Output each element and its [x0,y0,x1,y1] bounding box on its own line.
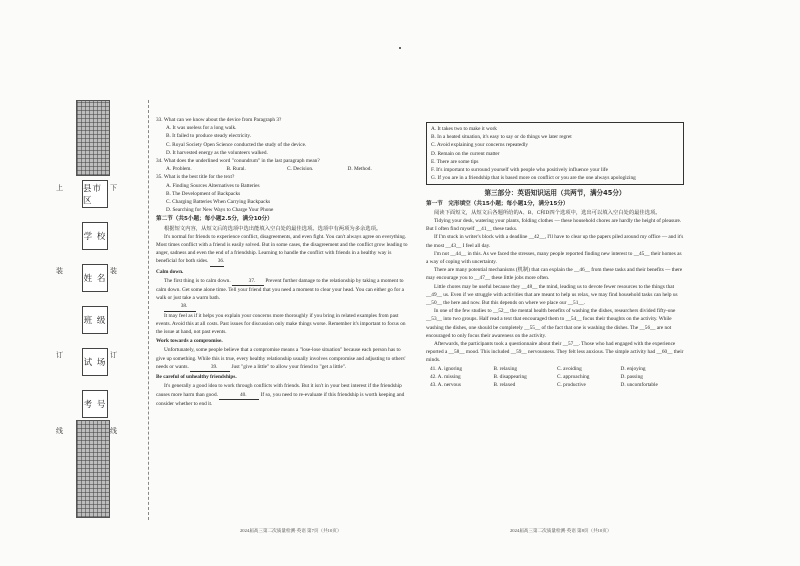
choice: B. relaxed [493,382,516,389]
option: F. It's important to surround yourself with people who positively influence your life [431,167,608,174]
option: A. It takes two to make it work [431,126,497,132]
option: A. Problem. [166,166,192,173]
subheading: Calm down. [156,268,184,275]
side-mark-staple-right: 订 [110,351,117,359]
side-mark-bind-right: 装 [110,267,117,275]
choice: C. productive [557,382,586,389]
paragraph-text: Unfortunately, some people believe that a compromise means a "lose-lose situation" because each person has to give up something. While this is true, every healthy relationship usually involves compromise and adjusting to others' needs or wants. [156,347,406,370]
option: C. Charging Batteries When Carrying Backpacks [166,199,271,206]
choice: 43. A. nervous [430,382,461,389]
option: D. Method. [347,166,372,173]
side-mark-staple-left: 订 [56,351,63,359]
subheading: Work towards a compromise. [156,338,223,345]
answer-blank: 40. [219,391,259,400]
choice: 42. A. missing [430,373,461,380]
passage-paragraph [156,277,408,303]
paragraph-text: It's generally a good idea to work through conflicts with friends. But it isn't in your best interest if the friendship causes more harm than good. [156,383,402,398]
question-35: 35. What is the best title for the text? [156,174,235,181]
choice: C. approaching [557,373,590,380]
cloze-paragraph: In one of the few studies to __52__ the mental health benefits of washing the dishes, researchers divided fifty-one __53__ into two groups. Half read a text that encouraged them to __54__ focus their thoughts on the activity. While washing the dishes, one should be completely __55__ of the fact that one is washing the dishes. The __56__ are not encouraged to only focus their awareness on the activity. [426,308,676,339]
answer-blank: 37. [232,277,264,286]
section-heading: 第二节（共5小题；每小题2.5分，满分10分） [156,216,273,223]
question-34: 34. What does the underlined word "conundrum" in the last paragraph mean? [156,158,320,165]
paragraph-text: Prevent further damage to the relationship by taking a moment to calm down. Get some alone time. Tell your friend that you need a moment to clear your head. You can either go for a walk or just take a warm bath. [156,277,404,302]
passage-paragraph [156,302,408,311]
field-district: 县市区 [82,180,108,208]
option: D. Remain on the current matter [431,150,500,157]
option: B. Rural. [226,166,246,173]
option: D. It harvested energy as the volunteers walked. [166,149,268,156]
cloze-paragraph: If I'm stuck in writer's block with a deadline __42__, I'll have to clear up the papers piled around my office — and it's the most __43__ I feel all day. [426,234,684,249]
option: B. In a heated situation, it's easy to say or do things we later regret [431,134,572,141]
option: A. Finding Sources Alternatives to Batteries [166,182,260,189]
binding-pattern-top [76,100,110,176]
cloze-paragraph: Tidying your desk, watering your plants, folding clothes — these household chores are hardly the height of pleasure. But I often find myself __41__ these tasks. [426,218,682,233]
page-footer-left: 2024届高三第二次质量检测·英语 第7页（共10页） [240,528,342,533]
section-heading: 第一节 完形填空（共15小题；每小题1分，满分15分） [426,200,569,207]
instruction: 阅读下面短文，从短文后各题所给的A、B、C和D四个选项中，选出可以填入空白处的最佳选项。 [434,209,661,216]
options-box [426,122,684,185]
instruction: 根据短文内容，从短文后的选项中选出能填入空白处的最佳选项。选项中有两项为多余选项。 [164,225,382,232]
question-33: 33. What can we know about the device from Paragraph 3? [156,117,282,123]
passage-paragraph: It may feel as if it helps you explain your concerns more thoroughly if you bring in related examples from past events. Avoid this at all costs. Past issues for discussion only make things worse. Remember it's important to focus on the issue at hand, not past events. [156,312,406,336]
option: D. Searching for New Ways to Charge Your Phone [166,207,274,214]
answer-blank: 36. [210,257,225,266]
paragraph-text: The first thing is to calm down. [164,277,231,284]
choice: B. relaxing [493,365,518,372]
side-mark-line-left: 线 [56,427,63,435]
choice: B. disappearing [493,373,527,380]
option: C. Decision. [287,166,314,173]
field-school: 学 校 [82,222,108,250]
cloze-paragraph: There are many potential mechanisms (机制) that can explain the __46__ from these tasks and their benefits — there may encourage you to __47__ these little jobs more often. [426,267,683,282]
cloze-paragraph: Little chores may be useful because they __48__ the mind, leading us to devote fewer resources to the things that __49__ us. Even if we struggle with activities that are meant to help us relax, we may find household tasks can help us __50__ the here and now. But this depends on where we place our __51__. [426,283,678,307]
scan-dot [399,47,401,49]
field-exam-room: 试 场 [82,348,108,376]
option: C. Royal Society Open Science conducted the study of the device. [166,141,307,148]
option: A. It was useless for a long walk. [166,125,237,132]
field-exam-number: 考 号 [82,390,108,418]
choice: 41. A. ignoring [430,365,463,372]
option: G. If you are in a friendship that is based more on conflict or you are the one always apologizing [431,175,636,182]
option: B. It failed to produce steady electricity. [166,133,251,140]
option: E. There are some tips [431,158,479,165]
side-mark-line-right: 线 [110,427,117,435]
passage-paragraph [156,382,408,408]
choice-row-43 [426,381,684,389]
answer-blank: 39. [190,363,230,372]
choice: D. passing [620,373,643,380]
paragraph-text: If so, you need to re-evaluate if this friendship is worth keeping and consider whether to end it. [156,391,405,407]
passage-paragraph [156,233,408,267]
part-title: 第三部分：英语知识运用（共两节，满分45分） [484,189,626,198]
field-name: 姓 名 [82,264,108,292]
paragraph-text: Just "give a little" to allow your friend to "get a little". [231,363,347,370]
subheading: Be careful of unhealthy friendships. [156,374,237,381]
choice: D. enjoying [620,365,646,372]
side-mark-down: 下 [110,184,117,192]
paragraph-text: It's normal for friends to experience conflict, disagreements, and even fight. You can't always agree on everything. Most times conflict with a friend is easily solved. But in some cases, the disagreement and the conflict grow leading to anger, sadness and even the end of a friendship. Learning to handle the conflict with friends in a healthy way is beneficial for both sides. [156,233,408,265]
left-column [156,116,408,408]
field-class: 班 级 [82,306,108,334]
answer-blank: 38. [164,302,196,311]
cloze-paragraph: Afterwards, the participants took a questionnaire about their __57__. Those who had engaged with the experience reported a __58__ mood. This included __59__ nervousness. They felt less anxious. The simple activity had __60__ their minds. [426,341,684,364]
cut-line [148,100,149,520]
cloze-paragraph: I'm not __44__ in this. As we faced the stresses, many people reported finding new interest to __45__ their homes as a way of coping with uncertainty. [426,250,682,266]
side-mark-up: 上 [56,184,63,192]
choice-row-41 [426,365,684,373]
binding-strip [56,100,138,520]
question-34-options [156,165,408,173]
option: B. The Development of Backpacks [166,190,241,197]
choice: D. uncomfortable [620,382,658,389]
right-column [426,122,684,389]
binding-pattern-bottom [76,420,110,518]
side-mark-bind-left: 装 [56,267,63,275]
page-footer-right: 2024届高三第二次质量检测·英语 第8页（共10页） [510,528,612,533]
choice-row-42 [426,373,684,381]
option: C. Avoid explaining your concerns repeatedly [431,142,528,149]
choice: C. avoiding [557,365,582,372]
passage-paragraph [156,346,408,372]
